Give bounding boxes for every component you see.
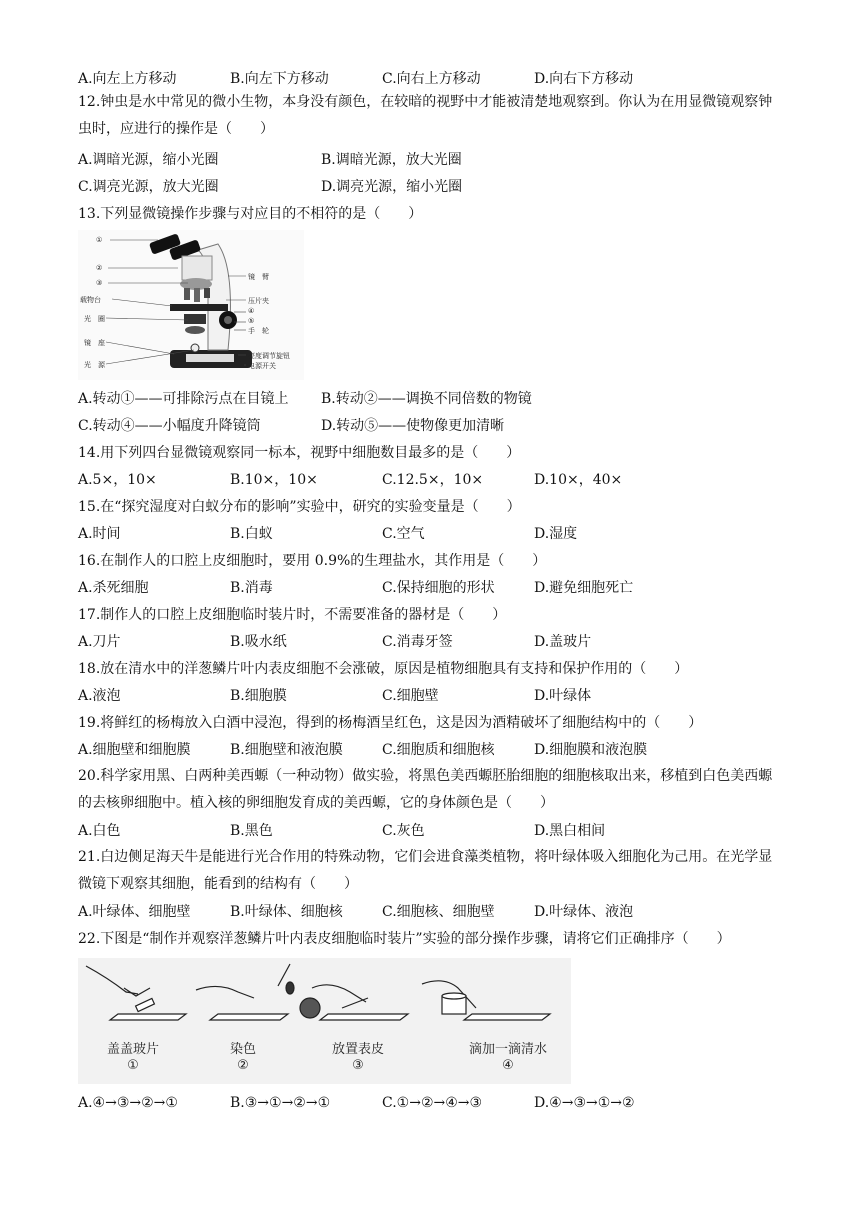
q17-option-b: B.吸水纸: [230, 634, 287, 650]
q13-stem: 13.下列显微镜操作步骤与对应目的不相符的是（ ）: [78, 206, 423, 222]
fig-label-base: 镜 座: [84, 339, 105, 347]
step-1-label: 盖盖玻片: [106, 1042, 159, 1057]
step-2-number: ②: [237, 1058, 249, 1073]
q19-stem: 19.将鲜红的杨梅放入白酒中浸泡，得到的杨梅酒呈红色，这是因为酒精破坏了细胞结构中的（ ）: [78, 715, 703, 731]
q22-option-c: C.①→②→④→③: [382, 1095, 483, 1111]
fig-label-wheel: 手 轮: [248, 327, 269, 335]
q19-option-c: C.细胞质和细胞核: [382, 742, 495, 758]
fig-label-switch: 电源开关: [248, 362, 276, 370]
fig-label-5: ⑤: [248, 317, 255, 325]
fig-label-4: ④: [248, 307, 255, 315]
q21-option-b: B.叶绿体、细胞核: [230, 904, 343, 920]
q18-option-c: C.细胞壁: [382, 688, 439, 704]
fig-label-clip: 压片夹: [248, 297, 269, 305]
q15-option-c: C.空气: [382, 526, 425, 542]
q12-option-d: D.调亮光源，缩小光圈: [321, 179, 463, 195]
q12-option-a: A.调暗光源，缩小光圈: [78, 152, 219, 168]
q14-option-b: B.10×，10×: [230, 472, 318, 488]
q16-stem: 16.在制作人的口腔上皮细胞时，要用 0.9%的生理盐水，其作用是（ ）: [78, 553, 547, 569]
q11-option-a: A.向左上方移动: [78, 71, 177, 87]
fig-label-brightness: 亮度调节旋钮: [248, 352, 290, 360]
q21-stem: 21.白边侧足海天牛是能进行光合作用的特殊动物，它们会进食藻类植物，将叶绿体吸入细胞化为己用。在光学显微镜下观察其细胞，能看到的结构有（ ）: [78, 849, 773, 892]
q20-stem: 20.科学家用黑、白两种美西螈（一种动物）做实验，将黑色美西螈胚胎细胞的细胞核取出来，移植到白色美西螈的去核卵细胞中。植入核的卵细胞发育成的美西螈，它的身体颜色是（ ）: [78, 768, 773, 811]
q16-option-a: A.杀死细胞: [78, 580, 149, 596]
q15-option-b: B.白蚁: [230, 526, 273, 542]
q19-option-a: A.细胞壁和细胞膜: [78, 742, 191, 758]
microscope-figure: [78, 230, 304, 380]
q15-option-d: D.湿度: [534, 526, 578, 542]
fig-label-1: ①: [96, 236, 103, 244]
fig-label-diaphragm: 光 圈: [84, 315, 105, 323]
q20-option-d: D.黑白相间: [534, 823, 606, 839]
q17-option-d: D.盖玻片: [534, 634, 592, 650]
step-2-label: 染色: [229, 1042, 256, 1057]
q13-option-a: A.转动①——可排除污点在目镜上: [78, 391, 289, 407]
q15-stem: 15.在“探究湿度对白蚁分布的影响”实验中，研究的实验变量是（ ）: [78, 499, 521, 515]
fig-label-arm: 镜 臂: [248, 273, 269, 281]
q12-option-c: C.调亮光源，放大光圈: [78, 179, 219, 195]
q11-option-b: B.向左下方移动: [230, 71, 329, 87]
q16-option-d: D.避免细胞死亡: [534, 580, 634, 596]
q17-option-c: C.消毒牙签: [382, 634, 453, 650]
q21-option-d: D.叶绿体、液泡: [534, 904, 634, 920]
q11-option-c: C.向右上方移动: [382, 71, 481, 87]
procedure-figure: [78, 958, 571, 1084]
q21-option-a: A.叶绿体、细胞壁: [78, 904, 191, 920]
q15-option-a: A.时间: [78, 526, 121, 542]
step-3-number: ③: [352, 1058, 364, 1073]
step-3-label: 放置表皮: [331, 1042, 384, 1057]
q14-stem: 14.用下列四台显微镜观察同一标本，视野中细胞数目最多的是（ ）: [78, 445, 521, 461]
q12-option-b: B.调暗光源，放大光圈: [321, 152, 462, 168]
q20-option-c: C.灰色: [382, 823, 425, 839]
q16-option-c: C.保持细胞的形状: [382, 580, 495, 596]
q22-option-a: A.④→③→②→①: [78, 1095, 178, 1111]
q16-option-b: B.消毒: [230, 580, 273, 596]
q17-option-a: A.刀片: [78, 634, 121, 650]
q19-option-d: D.细胞膜和液泡膜: [534, 742, 648, 758]
q14-option-d: D.10×，40×: [534, 472, 623, 488]
q18-option-d: D.叶绿体: [534, 688, 592, 704]
q18-option-a: A.液泡: [78, 688, 121, 704]
step-4-number: ④: [502, 1058, 514, 1073]
q14-option-c: C.12.5×，10×: [382, 472, 484, 488]
q22-option-d: D.④→③→①→②: [534, 1095, 635, 1111]
q19-option-b: B.细胞壁和液泡膜: [230, 742, 343, 758]
fig-label-2: ②: [96, 264, 103, 272]
q13-option-b: B.转动②——调换不同倍数的物镜: [321, 391, 532, 407]
q18-stem: 18.放在清水中的洋葱鳞片叶内表皮细胞不会涨破，原因是植物细胞具有支持和保护作用的（ ）: [78, 661, 689, 677]
q13-option-c: C.转动④——小幅度升降镜筒: [78, 418, 261, 434]
q21-option-c: C.细胞核、细胞壁: [382, 904, 495, 920]
q17-stem: 17.制作人的口腔上皮细胞临时装片时，不需要准备的器材是（ ）: [78, 607, 507, 623]
step-4-label: 滴加一滴清水: [468, 1042, 547, 1057]
q20-option-b: B.黑色: [230, 823, 273, 839]
q20-option-a: A.白色: [78, 823, 121, 839]
q18-option-b: B.细胞膜: [230, 688, 287, 704]
q12-stem: 12.钟虫是水中常见的微小生物，本身没有颜色，在较暗的视野中才能被清楚地观察到。你认为在用显微镜观察钟虫时，应进行的操作是（ ）: [78, 94, 773, 137]
fig-label-stage: 载物台: [80, 296, 101, 304]
q22-stem: 22.下图是“制作并观察洋葱鳞片叶内表皮细胞临时装片”实验的部分操作步骤，请将它们正确排序（ ）: [78, 931, 731, 947]
step-1-number: ①: [127, 1058, 139, 1073]
q11-option-d: D.向右下方移动: [534, 71, 634, 87]
fig-label-light: 光 源: [84, 361, 105, 369]
q22-option-b: B.③→①→②→①: [230, 1095, 331, 1111]
q14-option-a: A.5×，10×: [78, 472, 157, 488]
fig-label-3: ③: [96, 279, 103, 287]
q13-option-d: D.转动⑤——使物像更加清晰: [321, 418, 505, 434]
